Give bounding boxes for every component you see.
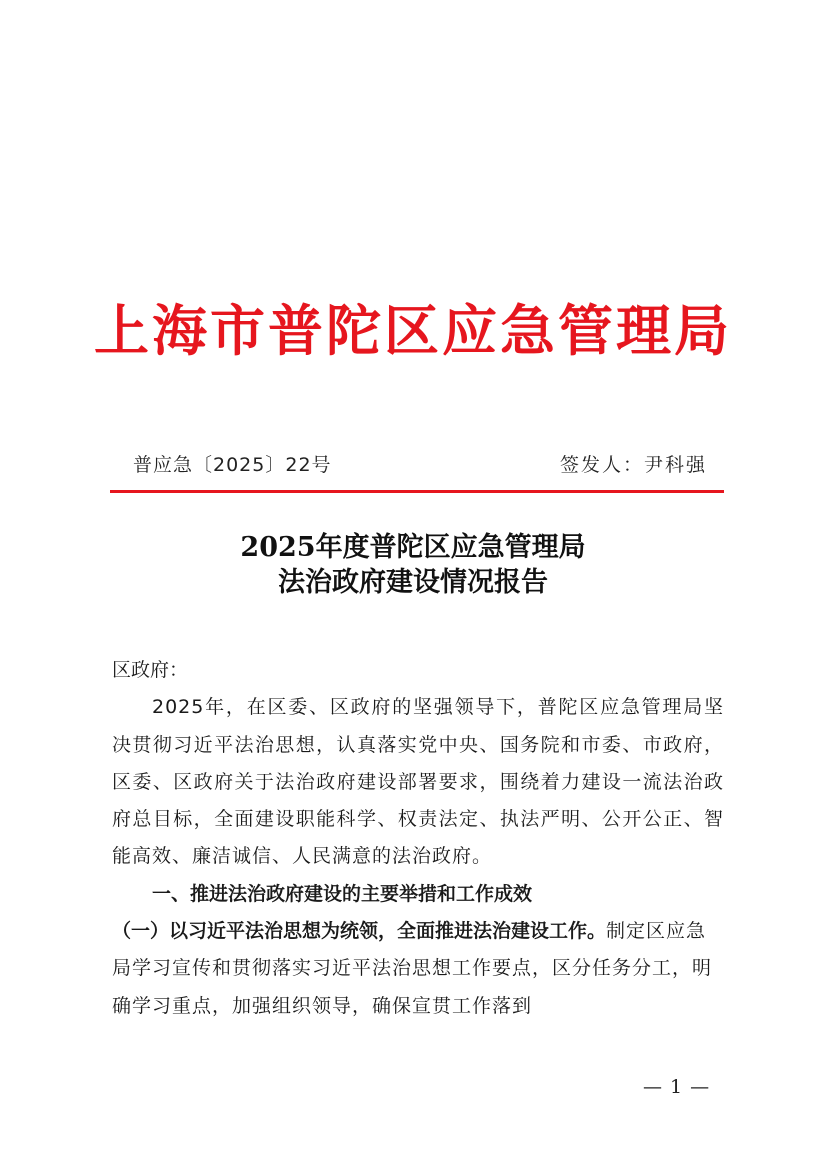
title-line-1: 2025年度普陀区应急管理局 [240,532,586,563]
document-number: 普应急〔2025〕22号 [133,454,332,476]
subsection-paragraph: 制定区应急局学习宣传和贯彻落实习近平法治思想工作要点，区分任务分工，明确学习重点，加强组织领导，确保宣贯工作落到 [112,920,713,1017]
document-title [0,530,826,600]
title-line-2: 法治政府建设情况报告 [278,567,548,598]
page-number: — 1 — [643,1076,711,1098]
document-body [112,652,724,1025]
intro-paragraph: 2025年，在区委、区政府的坚强领导下，普陀区应急管理局坚决贯彻习近平法治思想，认真落实党中央、国务院和市委、市政府，区委、区政府关于法治政府建设部署要求，围绕着力建设一流法治政府总目标，全面建设职能科学、权责法定、执法严明、公开公正、智能高效、廉洁诚信、人民满意的法治政府。 [112,696,724,868]
red-divider-line [110,490,724,493]
subsection-heading: （一）以习近平法治思想为统领，全面推进法治建设工作。 [112,920,607,943]
salutation: 区政府： [112,659,189,681]
agency-header: 上海市普陀区应急管理局 [93,298,732,363]
section-heading: 一、推进法治政府建设的主要举措和工作成效 [152,882,533,905]
signer: 签发人：尹科强 [559,454,707,476]
